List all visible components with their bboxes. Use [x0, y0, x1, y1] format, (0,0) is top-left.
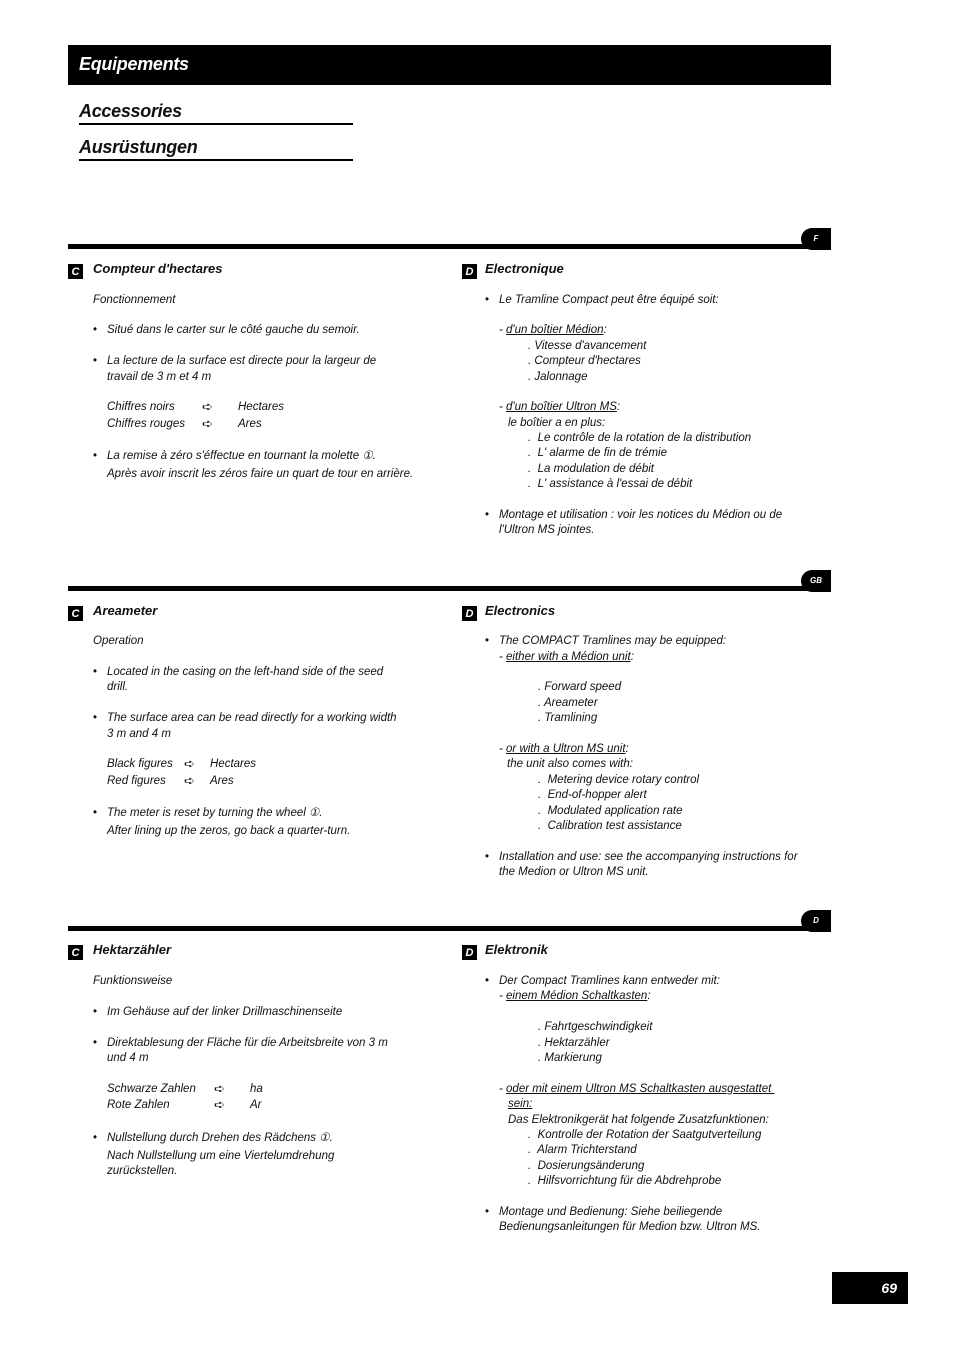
- bullet-dot: •: [93, 666, 98, 678]
- bullet-text: Installation and use: see the accompanying instructions for: [499, 851, 798, 863]
- option-item: . Hilfsvorrichtung für die Abdrehprobe: [528, 1175, 722, 1187]
- legend-label: Chiffres rouges: [107, 418, 185, 430]
- section-title: Hektarzähler: [93, 942, 172, 957]
- legend-label: Chiffres noirs: [107, 401, 175, 413]
- bullet-dot: •: [93, 1006, 98, 1018]
- arrow-icon: ➪: [214, 1081, 225, 1096]
- lang-badge-f: F: [801, 228, 831, 250]
- option-item: . Vitesse d'avancement: [528, 340, 647, 352]
- bullet-dot: •: [485, 294, 490, 306]
- option-item: . L' assistance à l'essai de débit: [528, 478, 693, 490]
- section-letter-c: C: [68, 945, 83, 960]
- legend-value: Hectares: [238, 401, 285, 413]
- option-item: . Calibration test assistance: [538, 820, 682, 832]
- section-rule: [68, 586, 831, 591]
- intro-text: Funktionsweise: [93, 975, 173, 987]
- section-title: Elektronik: [485, 942, 548, 957]
- bullet-text: The COMPACT Tramlines may be equipped:: [499, 635, 727, 647]
- option-item: . Metering device rotary control: [538, 774, 700, 786]
- bullet-text: Nullstellung durch Drehen des Rädchens ①.: [107, 1132, 333, 1144]
- bullet-dot: •: [485, 635, 490, 647]
- legend-label: Black figures: [107, 758, 173, 770]
- legend-label: Rote Zahlen: [107, 1099, 170, 1111]
- legend-value: Ares: [210, 775, 234, 787]
- bullet-text-cont: und 4 m: [107, 1052, 149, 1064]
- bullet-text: Situé dans le carter sur le côté gauche du semoir.: [107, 324, 360, 336]
- option-item: . Forward speed: [538, 681, 622, 693]
- bullet-text: Montage und Bedienung: Siehe beiliegende: [499, 1206, 723, 1218]
- option-item: . Le contrôle de la rotation de la distribution: [528, 432, 752, 444]
- option-link-text: einem Médion Schaltkasten: [506, 990, 648, 1002]
- page-title: Equipements: [79, 54, 189, 74]
- bullet-dot: •: [93, 807, 98, 819]
- option-heading: - einem Médion Schaltkasten:: [499, 990, 651, 1002]
- bullet-text: Le Tramline Compact peut être équipé soit:: [499, 294, 719, 306]
- section-title: Electronics: [485, 603, 556, 618]
- option-link-text: either with a Médion unit: [506, 651, 631, 663]
- legend-label: Red figures: [107, 775, 166, 787]
- option-item: . Kontrolle der Rotation der Saatgutverteilung: [528, 1129, 762, 1141]
- option-link-text: d'un boîtier Ultron MS: [506, 401, 617, 413]
- option-subtext: the unit also comes with:: [507, 758, 633, 770]
- bullet-dot: •: [485, 851, 490, 863]
- option-item: . End-of-hopper alert: [538, 789, 647, 801]
- option-link-text: oder mit einem Ultron MS Schaltkasten ausgestattet: [506, 1083, 775, 1095]
- bullet-text: Montage et utilisation : voir les notices du Médion ou de: [499, 509, 783, 521]
- intro-text: Fonctionnement: [93, 294, 176, 306]
- section-title: Compteur d'hectares: [93, 261, 223, 276]
- option-link-text: or with a Ultron MS unit: [506, 743, 626, 755]
- option-heading: - either with a Médion unit:: [499, 651, 634, 663]
- option-item: . Modulated application rate: [538, 805, 683, 817]
- option-subtext: Das Elektronikgerät hat folgende Zusatzfunktionen:: [508, 1114, 769, 1126]
- option-item: . Areameter: [538, 697, 598, 709]
- legend-value: ha: [250, 1083, 263, 1095]
- bullet-text-cont: Après avoir inscrit les zéros faire un quart de tour en arrière.: [107, 468, 414, 480]
- bullet-text-cont: Nach Nullstellung um eine Viertelumdrehung: [107, 1150, 335, 1162]
- section-letter-d: D: [462, 945, 477, 960]
- option-heading: - or with a Ultron MS unit:: [499, 743, 629, 755]
- bullet-text: Direktablesung der Fläche für die Arbeitsbreite von 3 m: [107, 1037, 388, 1049]
- bullet-dot: •: [485, 1206, 490, 1218]
- arrow-icon: ➪: [202, 399, 213, 414]
- page-number: 69: [832, 1272, 908, 1304]
- arrow-icon: ➪: [184, 773, 195, 788]
- bullet-dot: •: [485, 975, 490, 987]
- option-heading: - d'un boîtier Médion:: [499, 324, 607, 336]
- option-item: . Tramlining: [538, 712, 598, 724]
- section-title: Electronique: [485, 261, 564, 276]
- arrow-icon: ➪: [214, 1097, 225, 1112]
- bullet-dot: •: [93, 1132, 98, 1144]
- section-letter-d: D: [462, 606, 477, 621]
- intro-text: Operation: [93, 635, 144, 647]
- bullet-dot: •: [93, 450, 98, 462]
- option-item: . Hektarzähler: [538, 1037, 610, 1049]
- bullet-dot: •: [93, 324, 98, 336]
- bullet-text-cont: the Medion or Ultron MS unit.: [499, 866, 649, 878]
- arrow-icon: ➪: [184, 756, 195, 771]
- bullet-dot: •: [93, 712, 98, 724]
- option-item: . Dosierungsänderung: [528, 1160, 645, 1172]
- bullet-text: La remise à zéro s'éffectue en tournant la molette ①.: [107, 450, 376, 462]
- bullet-text-cont: 3 m and 4 m: [107, 728, 171, 740]
- option-item: . Markierung: [538, 1052, 602, 1064]
- section-title: Areameter: [93, 603, 158, 618]
- bullet-text-cont: Bedienungsanleitungen für Medion bzw. Ultron MS.: [499, 1221, 761, 1233]
- option-link-text: d'un boîtier Médion: [506, 324, 604, 336]
- option-item: . Alarm Trichterstand: [528, 1144, 637, 1156]
- bullet-dot: •: [485, 509, 490, 521]
- lang-badge-gb: GB: [801, 570, 831, 592]
- bullet-text-cont: l'Ultron MS jointes.: [499, 524, 595, 536]
- bullet-text: Der Compact Tramlines kann entweder mit:: [499, 975, 720, 987]
- option-item: . La modulation de débit: [528, 463, 654, 475]
- bullet-text: Im Gehäuse auf der linker Drillmaschinenseite: [107, 1006, 343, 1018]
- legend-label: Schwarze Zahlen: [107, 1083, 196, 1095]
- bullet-text-cont: drill.: [107, 681, 129, 693]
- bullet-text-cont: After lining up the zeros, go back a quarter-turn.: [107, 825, 351, 837]
- option-item: . Compteur d'hectares: [528, 355, 641, 367]
- option-item: . Fahrtgeschwindigkeit: [538, 1021, 653, 1033]
- bullet-text-cont: travail de 3 m et 4 m: [107, 371, 212, 383]
- lang-badge-d: D: [801, 910, 831, 932]
- option-heading: - oder mit einem Ultron MS Schaltkasten ausgestattet: [499, 1083, 775, 1095]
- option-subtext: le boîtier a en plus:: [508, 417, 606, 429]
- section-letter-c: C: [68, 264, 83, 279]
- section-letter-d: D: [462, 264, 477, 279]
- section-letter-c: C: [68, 606, 83, 621]
- option-heading: - d'un boîtier Ultron MS:: [499, 401, 621, 413]
- option-heading-cont: sein:: [508, 1098, 533, 1110]
- option-item: . Jalonnage: [528, 371, 588, 383]
- legend-value: Ar: [250, 1099, 262, 1111]
- legend-value: Ares: [238, 418, 262, 430]
- option-item: . L' alarme de fin de trémie: [528, 447, 667, 459]
- arrow-icon: ➪: [202, 416, 213, 431]
- section-rule: [68, 244, 831, 249]
- legend-value: Hectares: [210, 758, 257, 770]
- bullet-text: Located in the casing on the left-hand side of the seed: [107, 666, 384, 678]
- bullet-text: The surface area can be read directly for a working width: [107, 712, 397, 724]
- subtitle-accessories: Accessories: [79, 101, 353, 125]
- bullet-text: The meter is reset by turning the wheel ①.: [107, 807, 323, 819]
- subtitle-ausruestungen: Ausrüstungen: [79, 137, 353, 161]
- bullet-text-cont: zurückstellen.: [107, 1165, 178, 1177]
- bullet-dot: •: [93, 355, 98, 367]
- bullet-dot: •: [93, 1037, 98, 1049]
- bullet-text: La lecture de la surface est directe pour la largeur de: [107, 355, 377, 367]
- section-rule: [68, 926, 831, 931]
- header-bar: [68, 45, 831, 85]
